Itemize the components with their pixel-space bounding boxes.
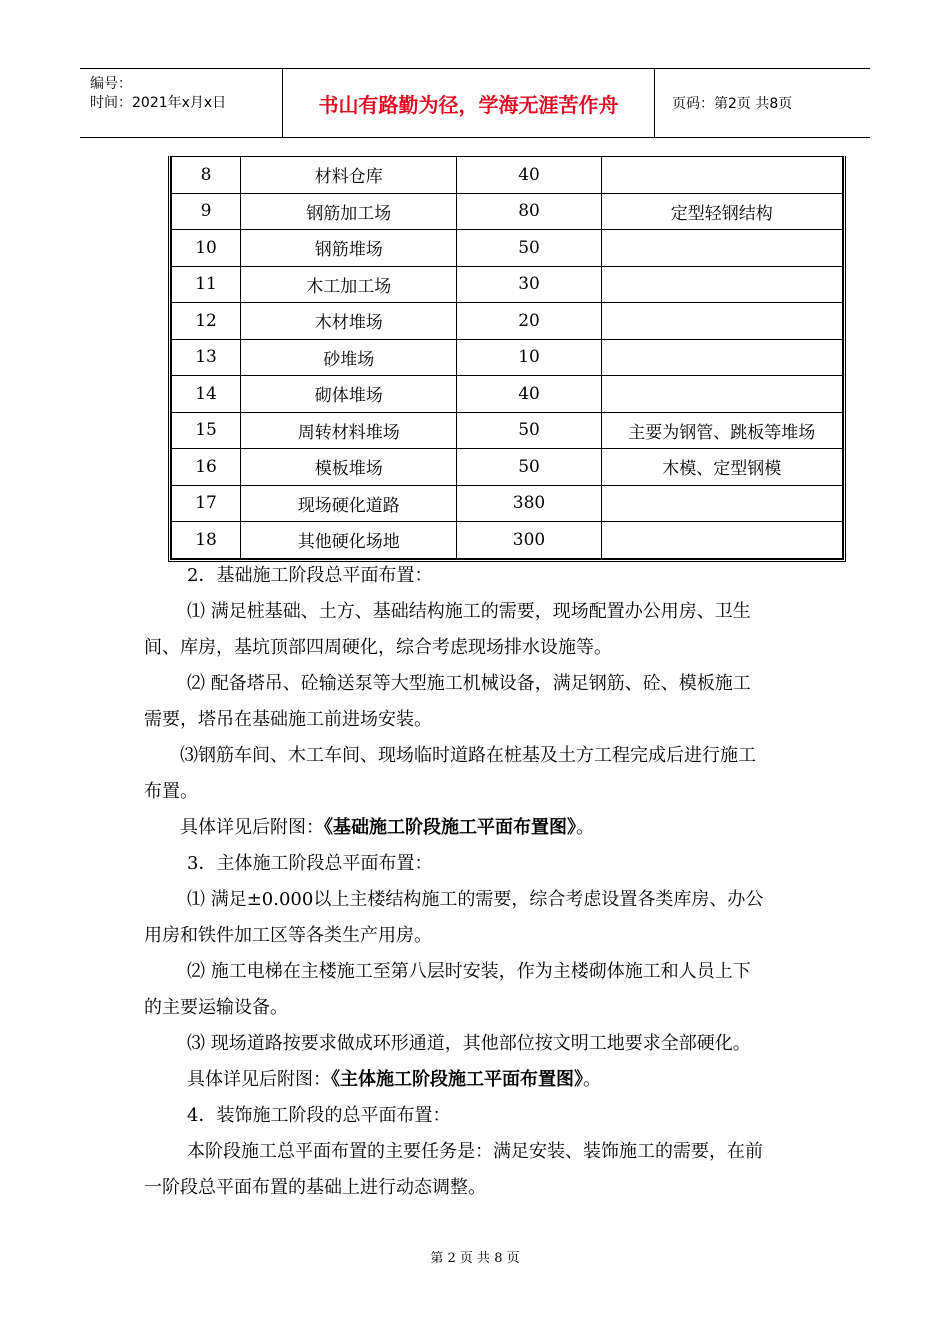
facility-name-cell: 砌体堆场 — [241, 376, 457, 413]
note-cell — [601, 339, 842, 376]
s4-paragraph-1-line-1: 本阶段施工总平面布置的主要任务是：满足安装、装饰施工的需要，在前 — [187, 1141, 763, 1162]
s2-figure-reference — [180, 818, 594, 838]
table-row — [172, 449, 843, 486]
table-row — [172, 412, 843, 449]
table-row — [172, 522, 843, 559]
area-cell: 300 — [457, 522, 601, 559]
facility-name-cell: 现场硬化道路 — [241, 485, 457, 522]
s3-ref-suffix: 。 — [583, 1069, 601, 1090]
s2-ref-suffix: 。 — [576, 817, 594, 838]
row-number-cell: 10 — [172, 230, 241, 267]
area-cell: 380 — [457, 485, 601, 522]
note-cell: 定型轻钢结构 — [601, 193, 842, 230]
table-row — [172, 193, 843, 230]
s2-ref-prefix: 具体详见后附图： — [180, 817, 324, 838]
note-cell — [601, 230, 842, 267]
table-row — [172, 157, 843, 194]
page-footer: 第 2 页 共 8 页 — [430, 1251, 520, 1266]
facility-table-grid — [171, 156, 843, 559]
s3-ref-title: 《主体施工阶段施工平面布置图》 — [331, 1069, 583, 1090]
note-cell — [601, 376, 842, 413]
row-number-cell: 15 — [172, 412, 241, 449]
s3-figure-reference — [187, 1070, 601, 1090]
row-number-cell: 18 — [172, 522, 241, 559]
row-number-cell: 8 — [172, 157, 241, 194]
table-row — [172, 339, 843, 376]
s3-paragraph-1-line-1: ⑴ 满足±0.000以上主楼结构施工的需要，综合考虑设置各类库房、办公 — [187, 889, 764, 910]
row-number-cell: 14 — [172, 376, 241, 413]
facility-name-cell: 钢筋加工场 — [241, 193, 457, 230]
s2-paragraph-1-line-2: 间、库房，基坑顶部四周硬化，综合考虑现场排水设施等。 — [144, 637, 612, 658]
s3-paragraph-2-line-2: 的主要运输设备。 — [144, 997, 288, 1018]
area-cell: 20 — [457, 303, 601, 340]
row-number-cell: 13 — [172, 339, 241, 376]
s2-paragraph-2-line-2: 需要，塔吊在基础施工前进场安装。 — [144, 709, 432, 730]
time-label: 时间：2021年x月x日 — [90, 95, 227, 111]
s4-paragraph-1-line-2: 一阶段总平面布置的基础上进行动态调整。 — [144, 1177, 486, 1198]
facility-name-cell: 砂堆场 — [241, 339, 457, 376]
area-cell: 50 — [457, 412, 601, 449]
s3-paragraph-3: ⑶ 现场道路按要求做成环形通道，其他部位按文明工地要求全部硬化。 — [187, 1033, 751, 1054]
s3-paragraph-2-line-1: ⑵ 施工电梯在主楼施工至第八层时安装，作为主楼砌体施工和人员上下 — [187, 961, 751, 982]
table-row — [172, 376, 843, 413]
note-cell — [601, 157, 842, 194]
area-cell: 40 — [457, 157, 601, 194]
area-cell: 30 — [457, 266, 601, 303]
row-number-cell: 12 — [172, 303, 241, 340]
s2-paragraph-2-line-1: ⑵ 配备塔吊、砼输送泵等大型施工机械设备，满足钢筋、砼、模板施工 — [187, 673, 751, 694]
page-header — [80, 68, 870, 138]
header-motto: 书山有路勤为径，学海无涯苦作舟 — [283, 69, 655, 137]
note-cell: 木模、定型钢模 — [601, 449, 842, 486]
section-4-title: 4．装饰施工阶段的总平面布置： — [187, 1105, 451, 1126]
s3-ref-prefix: 具体详见后附图： — [187, 1069, 331, 1090]
facility-name-cell: 材料仓库 — [241, 157, 457, 194]
code-label: 编号： — [90, 76, 132, 92]
facility-table — [168, 156, 846, 562]
note-cell — [601, 485, 842, 522]
s2-paragraph-3-line-2: 布置。 — [144, 781, 198, 802]
section-3-title: 3．主体施工阶段总平面布置： — [187, 853, 433, 874]
area-cell: 80 — [457, 193, 601, 230]
table-row — [172, 303, 843, 340]
facility-name-cell: 周转材料堆场 — [241, 412, 457, 449]
facility-name-cell: 木材堆场 — [241, 303, 457, 340]
area-cell: 50 — [457, 449, 601, 486]
area-cell: 40 — [457, 376, 601, 413]
area-cell: 50 — [457, 230, 601, 267]
row-number-cell: 11 — [172, 266, 241, 303]
header-meta — [80, 69, 283, 137]
section-2-title: 2．基础施工阶段总平面布置： — [187, 565, 433, 586]
facility-name-cell: 其他硬化场地 — [241, 522, 457, 559]
note-cell — [601, 522, 842, 559]
facility-name-cell: 模板堆场 — [241, 449, 457, 486]
table-row — [172, 266, 843, 303]
row-number-cell: 9 — [172, 193, 241, 230]
s2-ref-title: 《基础施工阶段施工平面布置图》 — [324, 817, 576, 838]
s2-paragraph-1-line-1: ⑴ 满足桩基础、土方、基础结构施工的需要，现场配置办公用房、卫生 — [187, 601, 751, 622]
s3-paragraph-1-line-2: 用房和铁件加工区等各类生产用房。 — [144, 925, 432, 946]
row-number-cell: 17 — [172, 485, 241, 522]
note-cell — [601, 303, 842, 340]
table-row — [172, 230, 843, 267]
facility-name-cell: 钢筋堆场 — [241, 230, 457, 267]
row-number-cell: 16 — [172, 449, 241, 486]
note-cell: 主要为钢管、跳板等堆场 — [601, 412, 842, 449]
area-cell: 10 — [457, 339, 601, 376]
facility-name-cell: 木工加工场 — [241, 266, 457, 303]
header-page-info — [664, 69, 870, 137]
table-row — [172, 485, 843, 522]
s2-paragraph-3-line-1: ⑶钢筋车间、木工车间、现场临时道路在桩基及土方工程完成后进行施工 — [180, 745, 756, 766]
note-cell — [601, 266, 842, 303]
page-info-text: 页码：第2页 共8页 — [672, 96, 793, 112]
